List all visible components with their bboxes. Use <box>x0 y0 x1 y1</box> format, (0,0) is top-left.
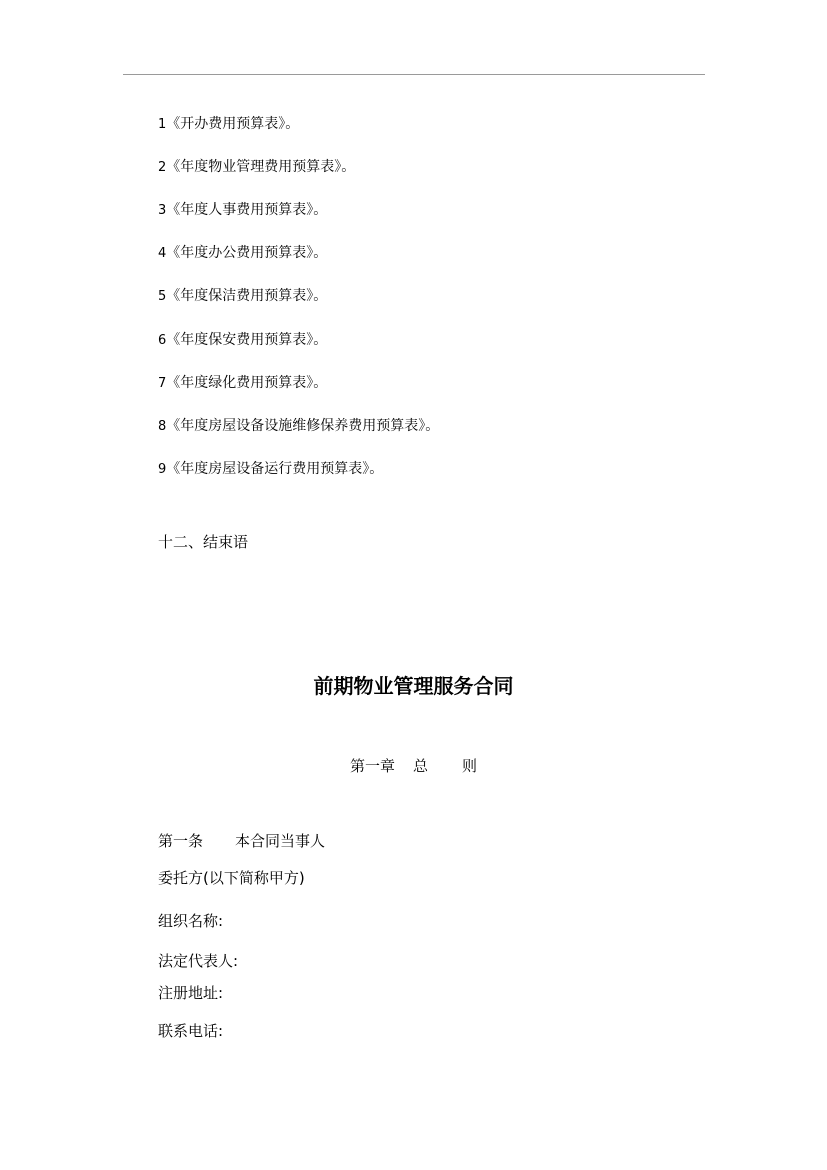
budget-list-item: 7《年度绿化费用预算表》。 <box>158 375 328 391</box>
budget-list-item: 8《年度房屋设备设施维修保养费用预算表》。 <box>158 418 440 434</box>
address-label: 注册地址: <box>158 984 224 1002</box>
budget-list-item: 4《年度办公费用预算表》。 <box>158 245 328 261</box>
budget-list-item: 9《年度房屋设备运行费用预算表》。 <box>158 461 384 477</box>
article-one: 第一条 本合同当事人 <box>158 832 326 850</box>
budget-list-item: 5《年度保洁费用预算表》。 <box>158 288 328 304</box>
contract-title: 前期物业管理服务合同 <box>313 674 514 698</box>
org-name-label: 组织名称: <box>158 912 224 930</box>
legal-rep-label: 法定代表人: <box>158 952 239 970</box>
budget-list-item: 3《年度人事费用预算表》。 <box>158 202 328 218</box>
budget-list-item: 1《开办费用预算表》。 <box>158 116 300 132</box>
budget-list-item: 2《年度物业管理费用预算表》。 <box>158 159 356 175</box>
chapter-heading: 第一章 总 则 <box>349 757 478 775</box>
budget-list-item: 6《年度保安费用预算表》。 <box>158 332 328 348</box>
header-rule <box>123 74 705 75</box>
section-heading-closing: 十二、结束语 <box>158 533 249 551</box>
phone-label: 联系电话: <box>158 1022 224 1040</box>
party-a-intro: 委托方(以下简称甲方) <box>158 869 305 887</box>
